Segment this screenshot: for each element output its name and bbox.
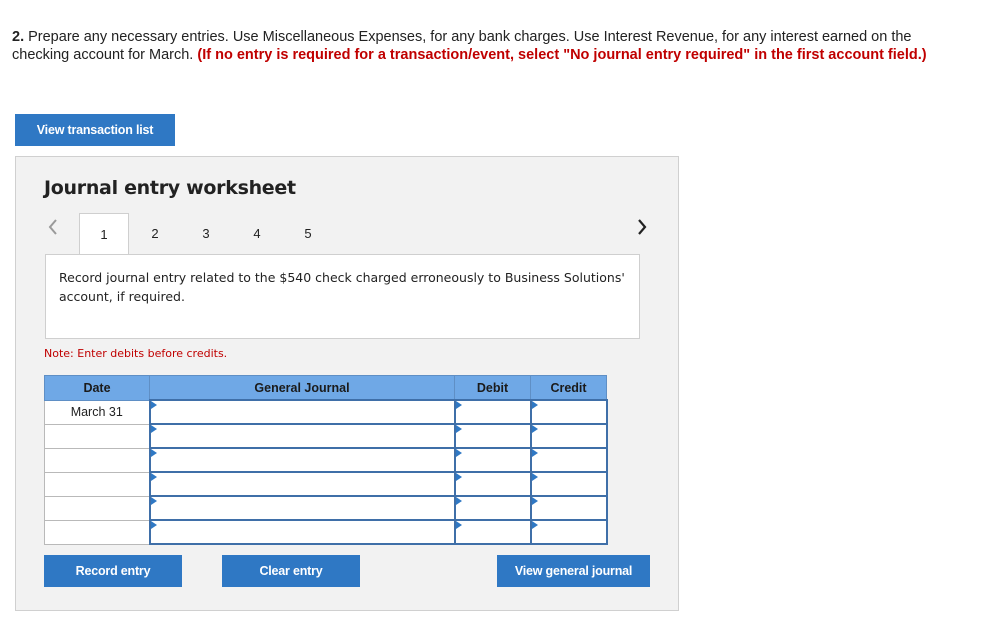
record-entry-button[interactable]: Record entry bbox=[44, 555, 182, 587]
credit-input[interactable] bbox=[531, 400, 607, 424]
header-general-journal: General Journal bbox=[150, 376, 455, 401]
view-general-journal-button[interactable]: View general journal bbox=[497, 555, 650, 587]
table-row bbox=[45, 496, 607, 520]
dropdown-triangle-icon bbox=[456, 473, 462, 481]
credit-input[interactable] bbox=[531, 520, 607, 544]
debit-input[interactable] bbox=[455, 448, 531, 472]
account-select[interactable] bbox=[150, 520, 455, 544]
dropdown-triangle-icon bbox=[151, 497, 157, 505]
credit-input[interactable] bbox=[531, 472, 607, 496]
question-number: 2. bbox=[12, 29, 25, 45]
tab-1[interactable]: 1 bbox=[79, 213, 129, 255]
account-select[interactable] bbox=[150, 496, 455, 520]
debit-input[interactable] bbox=[455, 472, 531, 496]
dropdown-triangle-icon bbox=[532, 497, 538, 505]
account-select[interactable] bbox=[150, 400, 455, 424]
view-transaction-list-button[interactable]: View transaction list bbox=[15, 114, 175, 146]
worksheet-title: Journal entry worksheet bbox=[44, 177, 296, 199]
dropdown-triangle-icon bbox=[456, 521, 462, 529]
dropdown-triangle-icon bbox=[456, 425, 462, 433]
debit-input[interactable] bbox=[455, 496, 531, 520]
tab-2[interactable]: 2 bbox=[151, 226, 159, 241]
header-credit: Credit bbox=[531, 376, 607, 401]
tab-4[interactable]: 4 bbox=[253, 226, 261, 241]
clear-entry-button[interactable]: Clear entry bbox=[222, 555, 360, 587]
debit-input[interactable] bbox=[455, 520, 531, 544]
dropdown-triangle-icon bbox=[532, 521, 538, 529]
chevron-right-icon[interactable] bbox=[633, 218, 651, 236]
header-debit: Debit bbox=[455, 376, 531, 401]
debit-input[interactable] bbox=[455, 400, 531, 424]
credit-input[interactable] bbox=[531, 448, 607, 472]
table-row bbox=[45, 400, 607, 424]
credit-input[interactable] bbox=[531, 424, 607, 448]
dropdown-triangle-icon bbox=[532, 401, 538, 409]
question-box: Record journal entry related to the $540 check charged erroneously to Business Solutions' account, if required. bbox=[45, 254, 640, 339]
table-row bbox=[45, 520, 607, 544]
date-cell bbox=[45, 448, 150, 472]
journal-table bbox=[44, 375, 608, 545]
table-row bbox=[45, 448, 607, 472]
dropdown-triangle-icon bbox=[456, 497, 462, 505]
date-cell bbox=[45, 472, 150, 496]
instructions bbox=[12, 28, 972, 64]
tab-3[interactable]: 3 bbox=[202, 226, 210, 241]
dropdown-triangle-icon bbox=[151, 521, 157, 529]
dropdown-triangle-icon bbox=[151, 473, 157, 481]
date-cell: March 31 bbox=[45, 400, 150, 424]
instructions-warning: (If no entry is required for a transaction/event, select "No journal entry required" in the first account field.) bbox=[197, 47, 927, 63]
table-row bbox=[45, 472, 607, 496]
dropdown-triangle-icon bbox=[151, 449, 157, 457]
chevron-left-icon[interactable] bbox=[44, 218, 62, 236]
credit-input[interactable] bbox=[531, 496, 607, 520]
header-date: Date bbox=[45, 376, 150, 401]
dropdown-triangle-icon bbox=[456, 449, 462, 457]
dropdown-triangle-icon bbox=[456, 401, 462, 409]
journal-entry-worksheet bbox=[15, 156, 679, 611]
dropdown-triangle-icon bbox=[532, 425, 538, 433]
instructions-text: Prepare any necessary entries. Use Miscellaneous Expenses, for any bank charges. Use Interest Revenue, for any interest earned on the checking account for March. bbox=[12, 29, 912, 63]
note-text: Note: Enter debits before credits. bbox=[44, 347, 228, 360]
date-cell bbox=[45, 496, 150, 520]
account-select[interactable] bbox=[150, 424, 455, 448]
account-select[interactable] bbox=[150, 448, 455, 472]
debit-input[interactable] bbox=[455, 424, 531, 448]
dropdown-triangle-icon bbox=[532, 449, 538, 457]
date-cell bbox=[45, 520, 150, 544]
table-row bbox=[45, 424, 607, 448]
tab-5[interactable]: 5 bbox=[304, 226, 312, 241]
dropdown-triangle-icon bbox=[151, 401, 157, 409]
dropdown-triangle-icon bbox=[532, 473, 538, 481]
date-cell bbox=[45, 424, 150, 448]
dropdown-triangle-icon bbox=[151, 425, 157, 433]
account-select[interactable] bbox=[150, 472, 455, 496]
